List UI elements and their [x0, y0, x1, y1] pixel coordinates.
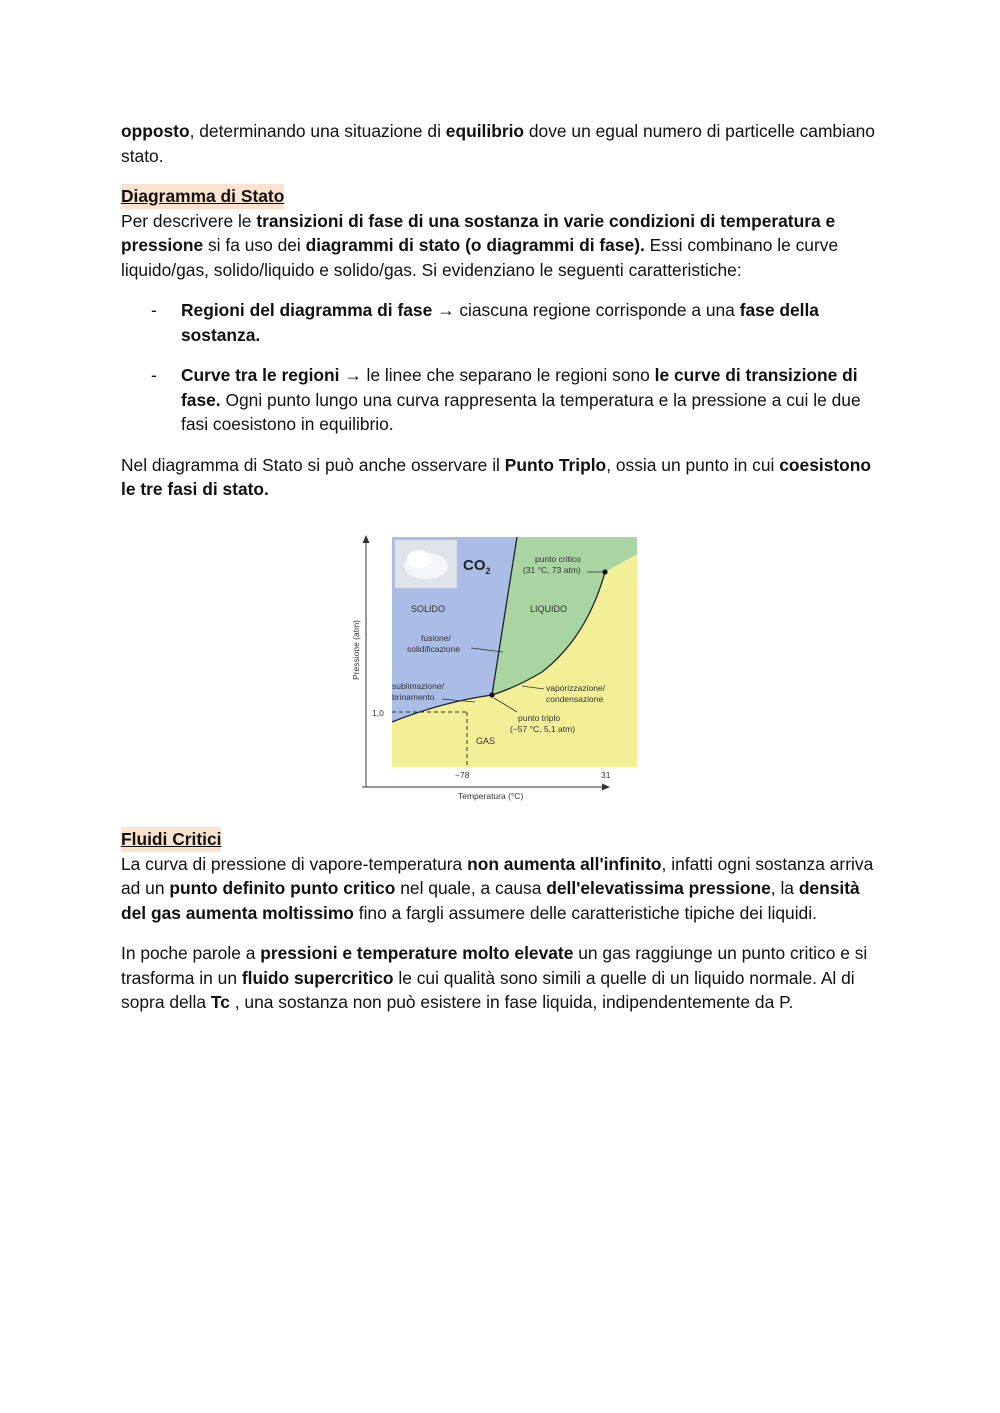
bold-text: Tc	[210, 992, 230, 1012]
text: nel quale, a causa	[395, 878, 547, 898]
list-dash: -	[151, 300, 157, 320]
bold-text: coesistono le tre fasi di stato.	[121, 454, 872, 499]
fluidi-section	[121, 827, 881, 1015]
phase-diagram-figure	[347, 532, 647, 804]
triple-point-paragraph	[121, 453, 881, 502]
bold-text: equilibrio	[445, 121, 525, 141]
list-item	[121, 298, 881, 347]
sublimation-label: sublimazione/ brinamento	[392, 681, 444, 702]
x-axis-arrow	[602, 784, 610, 791]
y-axis-arrow	[363, 535, 370, 543]
text: le cui qualità sono simili a quelle di un liquido normale. Al di sopra della	[121, 967, 855, 1012]
bold-text: non aumenta all'infinito	[467, 853, 662, 874]
solid-label: SOLIDO	[411, 604, 446, 614]
bold-text: densità del gas aumenta moltissimo	[121, 878, 860, 923]
y-axis-label: Pressione (atm)	[351, 620, 361, 680]
bold-text: opposto	[121, 121, 190, 141]
fluidi-paragraph-2	[121, 941, 881, 1015]
text: Per descrivere le	[121, 210, 257, 231]
text: → ciascuna regione corrisponde a una	[432, 300, 740, 320]
bold-text: fase della sostanza.	[181, 300, 819, 345]
liquid-label: LIQUIDO	[530, 604, 568, 614]
fusion-label: fusione/ solidificazione	[407, 633, 460, 654]
text: Nel diagramma di Stato si può anche osservare il	[121, 454, 505, 475]
text: , ossia un punto in cui	[606, 454, 780, 475]
text: Ogni punto lungo una curva rappresenta la temperatura e la pressione a cui le due fasi coesistono in equilibrio.	[181, 389, 861, 434]
section-heading-diagramma: Diagramma di Stato	[121, 184, 284, 209]
text: , determinando una situazione di	[189, 121, 446, 141]
x-tick-label: 31	[601, 770, 611, 780]
critical-point-marker	[602, 569, 607, 574]
text: Essi combinano le curve liquido/gas, solido/liquido e solido/gas. Si evidenziano le seguenti caratteristiche:	[121, 235, 839, 280]
diagramma-paragraph	[121, 209, 881, 283]
section-heading-fluidi: Fluidi Critici	[121, 827, 221, 852]
text: , la	[770, 878, 799, 898]
characteristics-list	[121, 298, 881, 437]
vaporization-label: vaporizzazione/ condensazione	[546, 683, 606, 704]
bold-text: punto definito punto critico	[169, 878, 396, 898]
bold-text: fluido supercritico	[241, 967, 394, 988]
bold-text: dell'elevatissima pressione	[546, 878, 771, 898]
text: fino a fargli assumere delle caratteristiche tipiche dei liquidi.	[353, 902, 817, 923]
x-axis-label: Temperatura (°C)	[458, 791, 524, 801]
document-body	[121, 119, 881, 502]
bold-text: Punto Triplo	[504, 454, 607, 475]
triple-point-label: punto triplo (−57 °C, 5,1 atm)	[510, 713, 576, 734]
critical-point-label: punto critico (31 °C, 73 atm)	[523, 554, 581, 575]
co2-label: $CO_2$	[463, 557, 491, 576]
bold-text: pressioni e temperature molto elevate	[260, 943, 574, 963]
gas-label: GAS	[476, 736, 496, 746]
text: , infatti ogni sostanza arriva ad un	[121, 853, 874, 898]
y-tick-label: 1,0	[372, 708, 384, 718]
text: dove un egual numero di particelle cambiano stato.	[121, 121, 875, 166]
fluidi-paragraph-1	[121, 852, 881, 926]
x-tick-label: −78	[455, 770, 470, 780]
triple-point-marker	[489, 692, 494, 697]
text: un gas raggiunge un punto critico e si trasforma in un	[121, 943, 868, 988]
text: La curva di pressione di vapore-temperatura	[121, 853, 468, 874]
bold-text: Curve tra le regioni	[181, 365, 340, 385]
list-item	[121, 363, 881, 437]
bold-text: transizioni di fase di una sostanza in varie condizioni di temperatura e pressione	[121, 210, 836, 255]
text: si fa uso dei	[203, 235, 306, 255]
bold-text: Regioni del diagramma di fase	[181, 300, 433, 320]
bold-text: le curve di transizione di fase.	[181, 365, 858, 410]
bold-text: diagrammi di stato (o diagrammi di fase).	[305, 235, 645, 255]
list-dash: -	[151, 365, 157, 385]
intro-paragraph	[121, 119, 881, 168]
text: In poche parole a	[121, 943, 261, 963]
dry-ice-shape	[407, 550, 431, 568]
text: , una sostanza non può esistere in fase liquida, indipendentemente da P.	[229, 992, 794, 1012]
text: → le linee che separano le regioni sono	[339, 365, 655, 385]
